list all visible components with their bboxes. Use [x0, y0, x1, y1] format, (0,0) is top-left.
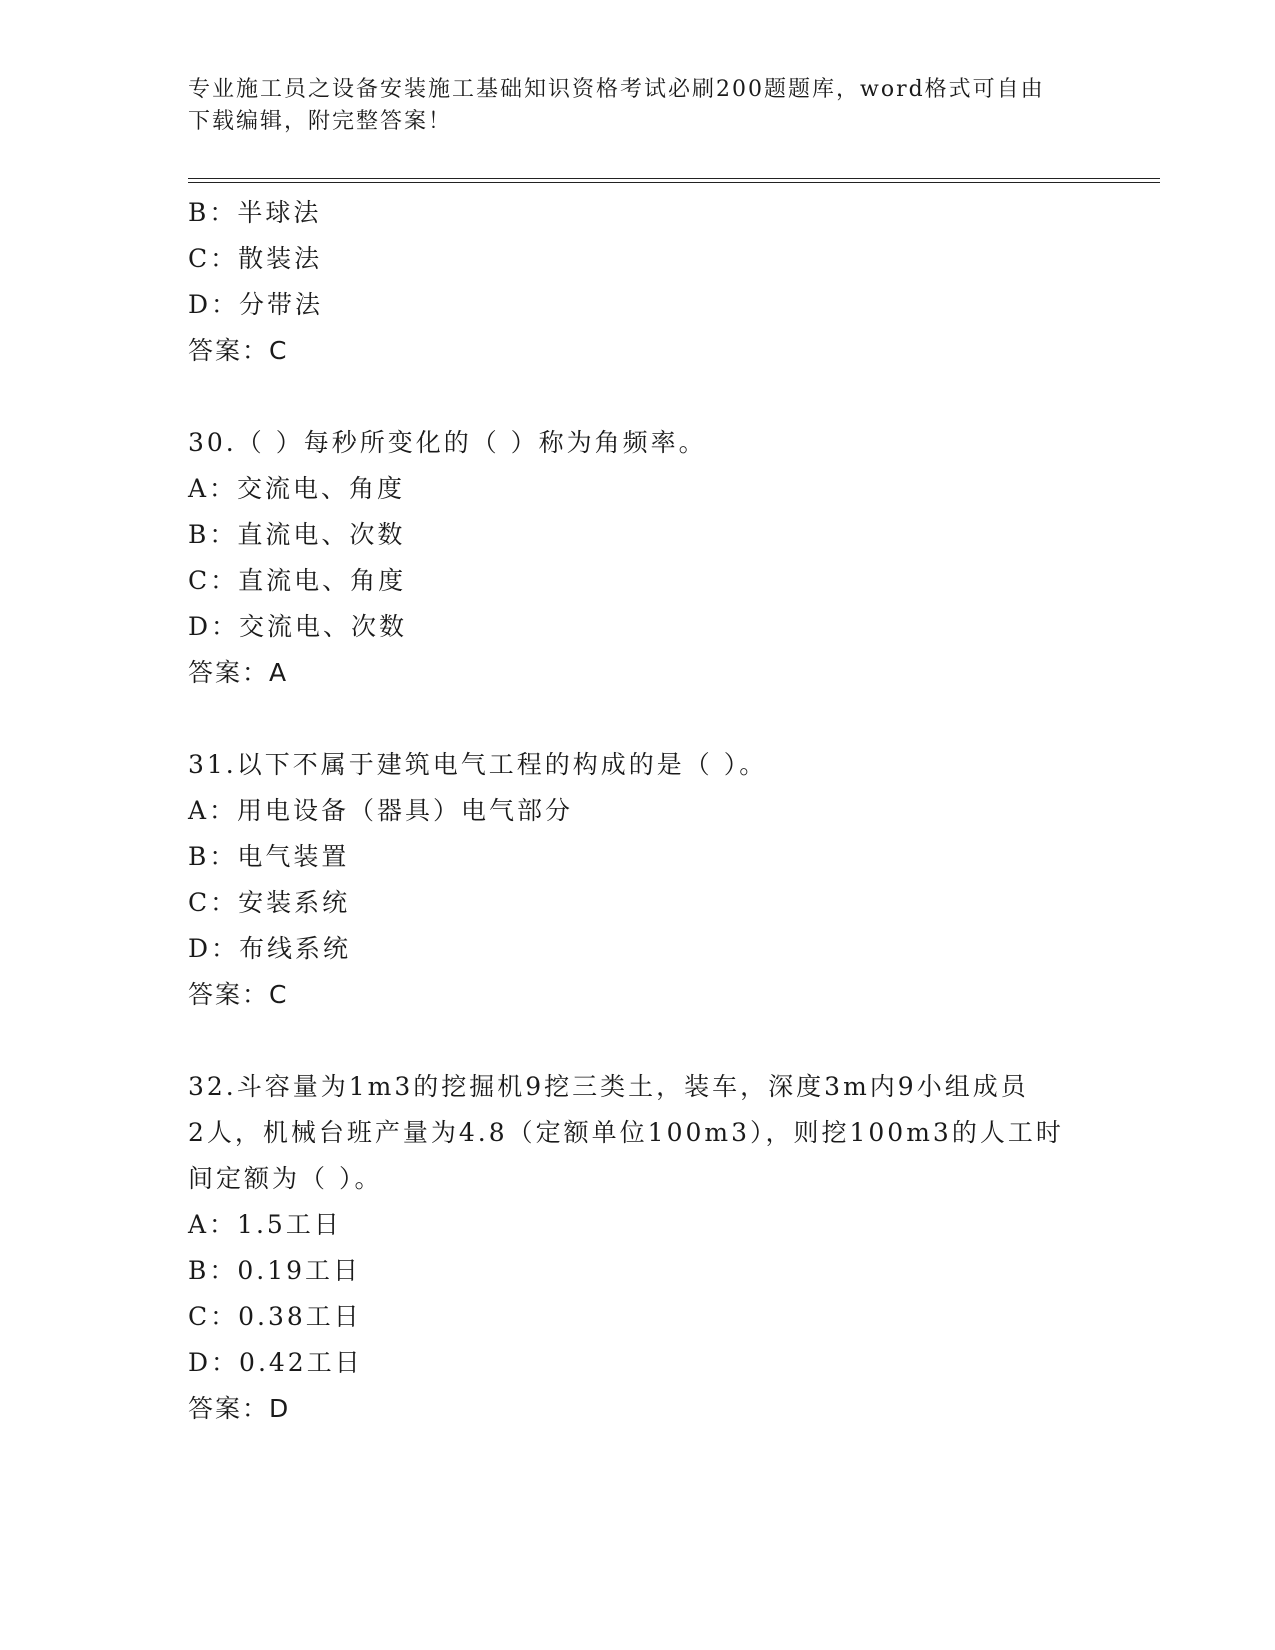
option-a: A：1.5工日: [188, 1210, 342, 1239]
header-divider-top: [188, 178, 1160, 179]
option-c: C：直流电、角度: [188, 566, 407, 595]
option-d: D：分带法: [188, 290, 324, 319]
question-stem-line-1: 32.斗容量为1m3的挖掘机9挖三类土，装车，深度3m内9小组成员: [188, 1072, 1029, 1101]
question-spacer: [188, 1018, 1088, 1064]
option-c: C：安装系统: [188, 888, 351, 917]
document-header: [188, 74, 1068, 138]
answer-line: 答案：D: [188, 1394, 291, 1423]
option-d: D：交流电、次数: [188, 612, 408, 641]
answer-line: 答案：C: [188, 980, 289, 1009]
question-stem-line-2: 2人，机械台班产量为4.8（定额单位100m3），则挖100m3的人工时: [188, 1118, 1064, 1147]
option-a: A：用电设备（器具）电气部分: [188, 796, 574, 825]
question-stem: 31.以下不属于建筑电气工程的构成的是（ ）。: [188, 750, 768, 779]
question-stem: 30.（ ）每秒所变化的（ ）称为角频率。: [188, 428, 707, 457]
header-divider-bottom: [188, 182, 1160, 183]
option-b: B：直流电、次数: [188, 520, 406, 549]
option-d: D：0.42工日: [188, 1348, 363, 1377]
option-c: C：0.38工日: [188, 1302, 362, 1331]
question-content: [188, 190, 1088, 1432]
option-a: A：交流电、角度: [188, 474, 406, 503]
question-32: [188, 1064, 1088, 1432]
option-c: C：散装法: [188, 244, 323, 273]
option-b: B：0.19工日: [188, 1256, 362, 1285]
header-line-1: 专业施工员之设备安装施工基础知识资格考试必刷200题题库，word格式可自由: [188, 77, 1045, 102]
question-stem-line-3: 间定额为（ ）。: [188, 1164, 383, 1193]
question-spacer: [188, 696, 1088, 742]
answer-line: 答案：A: [188, 658, 289, 687]
option-d: D：布线系统: [188, 934, 352, 963]
header-line-2: 下载编辑，附完整答案！: [188, 109, 453, 134]
question-30: [188, 420, 1088, 696]
question-spacer: [188, 374, 1088, 420]
option-b: B：电气装置: [188, 842, 350, 871]
question-29-continuation: [188, 190, 1088, 374]
question-31: [188, 742, 1088, 1018]
answer-line: 答案：C: [188, 336, 289, 365]
option-b: B：半球法: [188, 198, 322, 227]
